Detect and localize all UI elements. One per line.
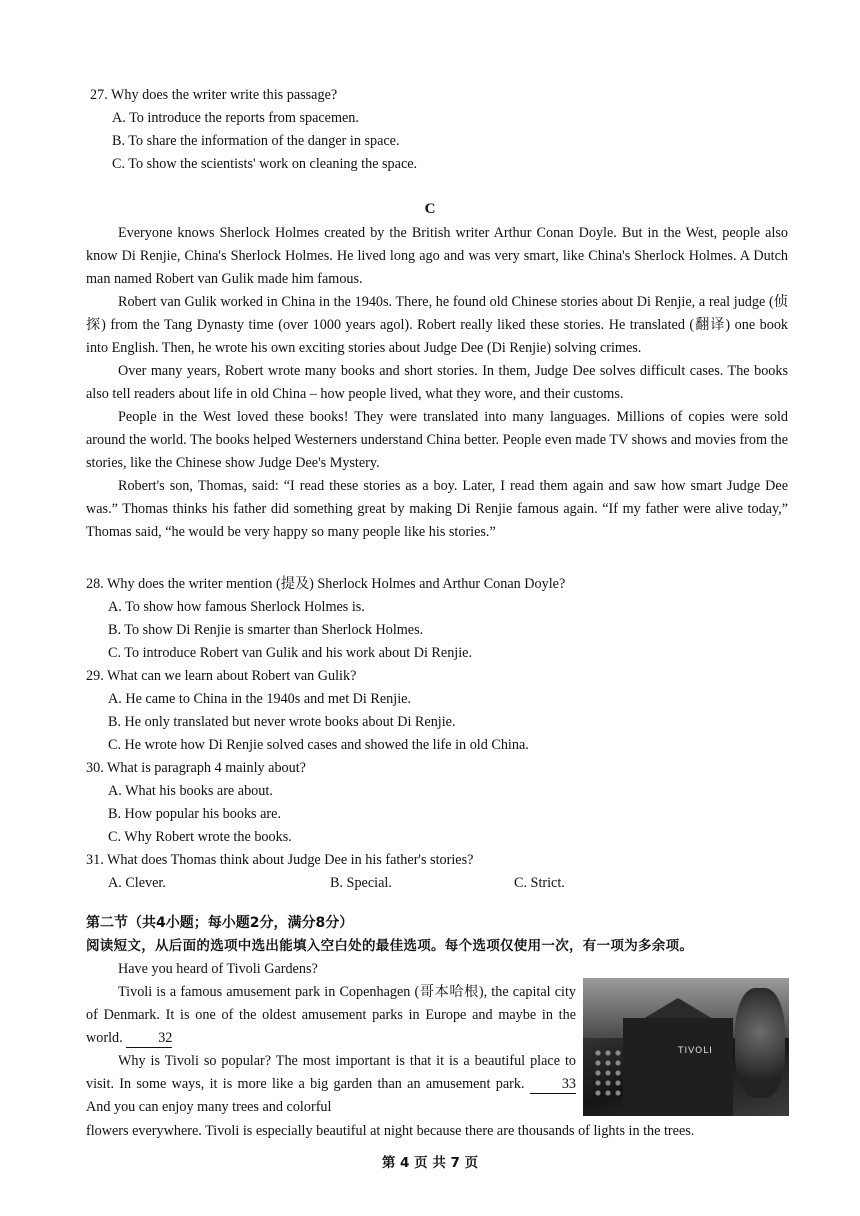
option-b: B. To share the information of the danger in space. xyxy=(112,133,400,149)
option-b: B. Special. xyxy=(330,875,392,891)
question-27 xyxy=(90,84,790,176)
section-letter: C xyxy=(424,201,436,217)
paragraph: Over many years, Robert wrote many books and short stories. In them, Judge Dee solves difficult cases. The books also tell readers about life in old China – how people lived, what they wore, and their customs. xyxy=(86,363,788,402)
paragraph: Robert van Gulik worked in China in the 1940s. There, he found old Chinese stories about Di Renjie, a real judge (侦探) from the Tang Dynasty time (over 1000 years agol). Robert really liked these stories. He translated (翻译) one book into English. Then, he wrote his own exciting stories about Judge Dee (Di Renjie) solving crimes. xyxy=(86,294,788,356)
option-c: C. Why Robert wrote the books. xyxy=(108,829,292,845)
paragraph-text: Why is Tivoli so popular? The most important is that it is a beautiful place to visit. In some ways, it is more like a big garden than an amusement park. xyxy=(86,1053,576,1092)
photo-building xyxy=(623,1018,733,1116)
option-c: C. To introduce Robert van Gulik and his work about Di Renjie. xyxy=(108,645,473,661)
question-29 xyxy=(86,665,786,757)
option-c: C. To show the scientists' work on cleaning the space. xyxy=(112,156,418,172)
paragraph: flowers everywhere. Tivoli is especially beautiful at night because there are thousands of lights in the trees. xyxy=(86,1123,695,1139)
tivoli-photo xyxy=(583,978,789,1116)
photo-lights xyxy=(593,1048,623,1098)
option-b: B. How popular his books are. xyxy=(108,806,281,822)
photo-tree xyxy=(735,988,785,1098)
paragraph: Robert's son, Thomas, said: “I read these stories as a boy. Later, I read them again and saw how smart Judge Dee was.” Thomas thinks his father did something great by making Di Renjie famous again. “If my father were alive today,” Thomas said, “he would be very happy so many people like his stories.” xyxy=(86,478,788,540)
question-stem: 31. What does Thomas think about Judge Dee in his father's stories? xyxy=(86,852,474,868)
paragraph: Everyone knows Sherlock Holmes created by the British writer Arthur Conan Doyle. But in the West, people also know Di Renjie, China's Sherlock Holmes. He lived long ago and was very smart, like China's Sherlock Holmes. A Dutch man named Robert van Gulik made him famous. xyxy=(86,225,788,287)
page-footer: 第 4 页 共 7 页 xyxy=(381,1155,479,1171)
cloze-passage xyxy=(86,958,576,1119)
question-stem: 30. What is paragraph 4 mainly about? xyxy=(86,760,306,776)
question-28 xyxy=(86,573,786,665)
question-30 xyxy=(86,757,786,849)
option-a: A. To show how famous Sherlock Holmes is. xyxy=(108,599,365,615)
option-a: A. Clever. xyxy=(108,875,166,891)
part2-heading: 第二节（共4小题；每小题2分，满分8分） xyxy=(86,915,354,931)
option-a: A. What his books are about. xyxy=(108,783,273,799)
option-a: A. He came to China in the 1940s and met Di Renjie. xyxy=(108,691,411,707)
blank-33[interactable]: 33 xyxy=(530,1075,576,1094)
option-b: B. To show Di Renjie is smarter than Sherlock Holmes. xyxy=(108,622,424,638)
paragraph-text: And you can enjoy many trees and colorful xyxy=(86,1099,332,1115)
part2-instruction: 阅读短文，从后面的选项中选出能填入空白处的最佳选项。每个选项仅使用一次，有一项为多余项。 xyxy=(86,938,694,954)
blank-32[interactable]: 32 xyxy=(126,1029,172,1048)
option-c: C. Strict. xyxy=(514,875,565,891)
paragraph xyxy=(86,981,576,1050)
question-31 xyxy=(86,849,786,895)
paragraph: People in the West loved these books! They were translated into many languages. Millions of copies were sold around the world. The books helped Westerners understand China better. People even made TV shows and movies from the stories, like the Chinese show Judge Dee's Mystery. xyxy=(86,409,788,471)
question-stem: 27. Why does the writer write this passage? xyxy=(90,87,338,103)
option-c: C. He wrote how Di Renjie solved cases and showed the life in old China. xyxy=(108,737,529,753)
question-stem: 29. What can we learn about Robert van Gulik? xyxy=(86,668,357,684)
paragraph xyxy=(86,1050,576,1119)
reading-passage-c xyxy=(86,222,788,544)
option-b: B. He only translated but never wrote books about Di Renjie. xyxy=(108,714,456,730)
option-a: A. To introduce the reports from spacemen. xyxy=(112,110,359,126)
paragraph-text: Tivoli is a famous amusement park in Copenhagen (哥本哈根), the capital city of Denmark. It is one of the oldest amusement parks in Europe and maybe in the world. xyxy=(86,984,576,1046)
question-stem: 28. Why does the writer mention (提及) Sherlock Holmes and Arthur Conan Doyle? xyxy=(86,576,566,592)
paragraph: Have you heard of Tivoli Gardens? xyxy=(118,961,318,977)
photo-sign: TIVOLI xyxy=(678,1046,713,1056)
options-row xyxy=(86,872,786,895)
